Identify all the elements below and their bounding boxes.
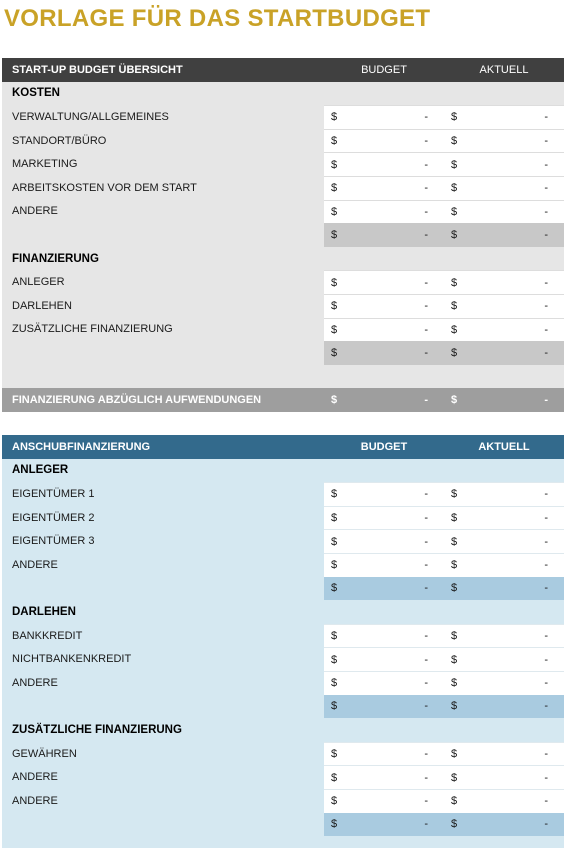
currency-symbol: $ <box>451 111 458 124</box>
overview-table <box>2 58 564 412</box>
actual-value: - <box>544 300 548 313</box>
budget-value: - <box>424 559 428 572</box>
actual-total-cell[interactable] <box>444 695 564 719</box>
section-heading-costs <box>2 82 564 106</box>
currency-symbol: $ <box>331 559 338 572</box>
budget-cell[interactable] <box>324 176 444 200</box>
actual-cell[interactable] <box>444 647 564 671</box>
actual-total-cell[interactable] <box>444 813 564 837</box>
table-row <box>2 129 564 153</box>
actual-cell[interactable] <box>444 200 564 224</box>
budget-value: - <box>424 300 428 313</box>
budget-value: - <box>424 700 428 713</box>
actual-value: - <box>544 394 548 407</box>
actual-value: - <box>544 111 548 124</box>
currency-symbol: $ <box>451 559 458 572</box>
budget-value: - <box>424 771 428 784</box>
budget-cell[interactable] <box>324 270 444 294</box>
currency-symbol: $ <box>331 323 338 336</box>
table-row <box>2 553 564 577</box>
budget-column-header: BUDGET <box>361 63 407 76</box>
actual-cell[interactable] <box>444 482 564 506</box>
row-label: EIGENTÜMER 1 <box>12 487 95 500</box>
actual-value: - <box>544 228 548 241</box>
currency-symbol: $ <box>331 795 338 808</box>
spacer-row <box>2 836 564 848</box>
currency-symbol: $ <box>451 677 458 690</box>
actual-cell[interactable] <box>444 176 564 200</box>
page-title: VORLAGE FÜR DAS STARTBUDGET <box>4 5 431 32</box>
actual-cell[interactable] <box>444 671 564 695</box>
table-row <box>2 152 564 176</box>
startup-financing-table <box>2 435 564 848</box>
row-label: ANLEGER <box>12 276 65 289</box>
actual-cell[interactable] <box>444 129 564 153</box>
row-label: NICHTBANKENKREDIT <box>12 653 132 666</box>
currency-symbol: $ <box>451 346 458 359</box>
row-label: ANDERE <box>12 558 58 571</box>
currency-symbol: $ <box>331 630 338 643</box>
budget-value: - <box>424 677 428 690</box>
budget-value: - <box>424 323 428 336</box>
table-row <box>2 105 564 129</box>
budget-total-cell[interactable] <box>324 813 444 837</box>
actual-column-header: AKTUELL <box>479 63 529 76</box>
budget-value: - <box>424 205 428 218</box>
currency-symbol: $ <box>451 158 458 171</box>
section-heading-loans <box>2 600 564 624</box>
budget-value: - <box>424 135 428 148</box>
currency-symbol: $ <box>451 300 458 313</box>
budget-total-cell[interactable] <box>324 695 444 719</box>
currency-symbol: $ <box>451 771 458 784</box>
actual-cell[interactable] <box>444 294 564 318</box>
currency-symbol: $ <box>451 228 458 241</box>
section-heading-additional <box>2 718 564 742</box>
budget-value: - <box>424 795 428 808</box>
table-row <box>2 176 564 200</box>
actual-cell[interactable] <box>444 789 564 813</box>
financing-header-label: ANSCHUBFINANZIERUNG <box>12 440 151 453</box>
net-budget-cell[interactable] <box>324 388 444 412</box>
currency-symbol: $ <box>331 158 338 171</box>
section-heading-financing <box>2 247 564 271</box>
currency-symbol: $ <box>451 512 458 525</box>
currency-symbol: $ <box>331 771 338 784</box>
budget-total-cell[interactable] <box>324 223 444 247</box>
section-heading: KOSTEN <box>12 87 60 100</box>
row-label: EIGENTÜMER 2 <box>12 511 95 524</box>
section-heading: DARLEHEN <box>12 605 76 618</box>
row-label: EIGENTÜMER 3 <box>12 535 95 548</box>
actual-cell[interactable] <box>444 765 564 789</box>
table-row <box>2 624 564 648</box>
currency-symbol: $ <box>331 205 338 218</box>
financing-body <box>2 459 564 849</box>
currency-symbol: $ <box>451 700 458 713</box>
budget-cell[interactable] <box>324 671 444 695</box>
budget-cell[interactable] <box>324 129 444 153</box>
financing-total-row <box>2 341 564 365</box>
budget-cell[interactable] <box>324 294 444 318</box>
actual-value: - <box>544 795 548 808</box>
currency-symbol: $ <box>451 818 458 831</box>
budget-column-header: BUDGET <box>360 440 408 453</box>
net-financing-row <box>2 388 564 412</box>
net-actual-cell[interactable] <box>444 388 564 412</box>
budget-value: - <box>424 748 428 761</box>
additional-total-row <box>2 813 564 837</box>
budget-cell[interactable] <box>324 789 444 813</box>
table-row <box>2 647 564 671</box>
currency-symbol: $ <box>331 300 338 313</box>
budget-cell[interactable] <box>324 482 444 506</box>
financing-header-row <box>2 435 564 459</box>
row-label: ANDERE <box>12 205 58 218</box>
row-label: ARBEITSKOSTEN VOR DEM START <box>12 181 197 194</box>
spacer-row <box>2 365 564 389</box>
actual-value: - <box>544 582 548 595</box>
actual-cell[interactable] <box>444 742 564 766</box>
actual-cell[interactable] <box>444 624 564 648</box>
table-row <box>2 529 564 553</box>
currency-symbol: $ <box>331 535 338 548</box>
currency-symbol: $ <box>451 653 458 666</box>
investors-total-row <box>2 577 564 601</box>
actual-total-cell[interactable] <box>444 577 564 601</box>
row-label: STANDORT/BÜRO <box>12 134 107 147</box>
loans-total-row <box>2 695 564 719</box>
actual-cell[interactable] <box>444 553 564 577</box>
section-heading: FINANZIERUNG <box>12 252 99 265</box>
currency-symbol: $ <box>451 205 458 218</box>
actual-cell[interactable] <box>444 105 564 129</box>
table-row <box>2 294 564 318</box>
net-financing-label: FINANZIERUNG ABZÜGLICH AUFWENDUNGEN <box>12 394 262 407</box>
currency-symbol: $ <box>331 818 338 831</box>
actual-total-cell[interactable] <box>444 223 564 247</box>
table-row <box>2 506 564 530</box>
actual-value: - <box>544 158 548 171</box>
actual-value: - <box>544 771 548 784</box>
budget-value: - <box>424 111 428 124</box>
actual-value: - <box>544 205 548 218</box>
row-label: ANDERE <box>12 771 58 784</box>
currency-symbol: $ <box>331 394 338 407</box>
overview-header-label: START-UP BUDGET ÜBERSICHT <box>12 63 183 76</box>
actual-value: - <box>544 488 548 501</box>
budget-value: - <box>424 158 428 171</box>
actual-value: - <box>544 748 548 761</box>
row-label: GEWÄHREN <box>12 747 77 760</box>
currency-symbol: $ <box>451 582 458 595</box>
actual-value: - <box>544 818 548 831</box>
budget-cell[interactable] <box>324 506 444 530</box>
budget-cell[interactable] <box>324 765 444 789</box>
budget-value: - <box>424 394 428 407</box>
currency-symbol: $ <box>331 677 338 690</box>
row-label: BANKKREDIT <box>12 629 83 642</box>
actual-value: - <box>544 677 548 690</box>
budget-total-cell[interactable] <box>324 341 444 365</box>
table-row <box>2 671 564 695</box>
budget-cell[interactable] <box>324 742 444 766</box>
section-heading: ANLEGER <box>12 464 69 477</box>
actual-value: - <box>544 135 548 148</box>
currency-symbol: $ <box>331 700 338 713</box>
actual-cell[interactable] <box>444 152 564 176</box>
budget-value: - <box>424 818 428 831</box>
row-label: ANDERE <box>12 794 58 807</box>
budget-value: - <box>424 276 428 289</box>
overview-body <box>2 82 564 389</box>
currency-symbol: $ <box>451 323 458 336</box>
overview-header-row <box>2 58 564 82</box>
budget-cell[interactable] <box>324 200 444 224</box>
row-label: DARLEHEN <box>12 299 72 312</box>
currency-symbol: $ <box>451 488 458 501</box>
budget-cell[interactable] <box>324 529 444 553</box>
budget-cell[interactable] <box>324 624 444 648</box>
actual-value: - <box>544 182 548 195</box>
actual-cell[interactable] <box>444 270 564 294</box>
actual-cell[interactable] <box>444 529 564 553</box>
actual-value: - <box>544 276 548 289</box>
budget-value: - <box>424 512 428 525</box>
currency-symbol: $ <box>331 276 338 289</box>
currency-symbol: $ <box>331 653 338 666</box>
actual-value: - <box>544 700 548 713</box>
budget-cell[interactable] <box>324 152 444 176</box>
currency-symbol: $ <box>331 182 338 195</box>
budget-cell[interactable] <box>324 105 444 129</box>
budget-value: - <box>424 346 428 359</box>
table-row <box>2 200 564 224</box>
actual-value: - <box>544 653 548 666</box>
row-label: VERWALTUNG/ALLGEMEINES <box>12 110 169 123</box>
budget-cell[interactable] <box>324 647 444 671</box>
budget-cell[interactable] <box>324 553 444 577</box>
table-row <box>2 765 564 789</box>
budget-value: - <box>424 653 428 666</box>
budget-value: - <box>424 630 428 643</box>
section-heading: ZUSÄTZLICHE FINANZIERUNG <box>12 723 182 736</box>
currency-symbol: $ <box>451 535 458 548</box>
budget-value: - <box>424 582 428 595</box>
table-row <box>2 789 564 813</box>
row-label: ZUSÄTZLICHE FINANZIERUNG <box>12 323 173 336</box>
budget-value: - <box>424 488 428 501</box>
currency-symbol: $ <box>451 394 458 407</box>
actual-value: - <box>544 535 548 548</box>
currency-symbol: $ <box>451 182 458 195</box>
actual-value: - <box>544 512 548 525</box>
actual-value: - <box>544 323 548 336</box>
budget-cell[interactable] <box>324 318 444 342</box>
row-label: ANDERE <box>12 676 58 689</box>
actual-cell[interactable] <box>444 318 564 342</box>
budget-value: - <box>424 535 428 548</box>
currency-symbol: $ <box>331 748 338 761</box>
currency-symbol: $ <box>451 748 458 761</box>
currency-symbol: $ <box>451 135 458 148</box>
actual-column-header: AKTUELL <box>478 440 530 453</box>
actual-value: - <box>544 630 548 643</box>
table-row <box>2 318 564 342</box>
costs-total-row <box>2 223 564 247</box>
row-label: MARKETING <box>12 158 78 171</box>
currency-symbol: $ <box>331 346 338 359</box>
actual-value: - <box>544 559 548 572</box>
currency-symbol: $ <box>331 111 338 124</box>
section-heading-investors <box>2 459 564 483</box>
table-row <box>2 270 564 294</box>
actual-value: - <box>544 346 548 359</box>
currency-symbol: $ <box>331 228 338 241</box>
currency-symbol: $ <box>331 582 338 595</box>
currency-symbol: $ <box>331 512 338 525</box>
budget-total-cell[interactable] <box>324 577 444 601</box>
currency-symbol: $ <box>331 135 338 148</box>
actual-cell[interactable] <box>444 506 564 530</box>
actual-total-cell[interactable] <box>444 341 564 365</box>
table-row <box>2 482 564 506</box>
currency-symbol: $ <box>331 488 338 501</box>
table-row <box>2 742 564 766</box>
currency-symbol: $ <box>451 795 458 808</box>
budget-value: - <box>424 228 428 241</box>
currency-symbol: $ <box>451 276 458 289</box>
budget-value: - <box>424 182 428 195</box>
currency-symbol: $ <box>451 630 458 643</box>
